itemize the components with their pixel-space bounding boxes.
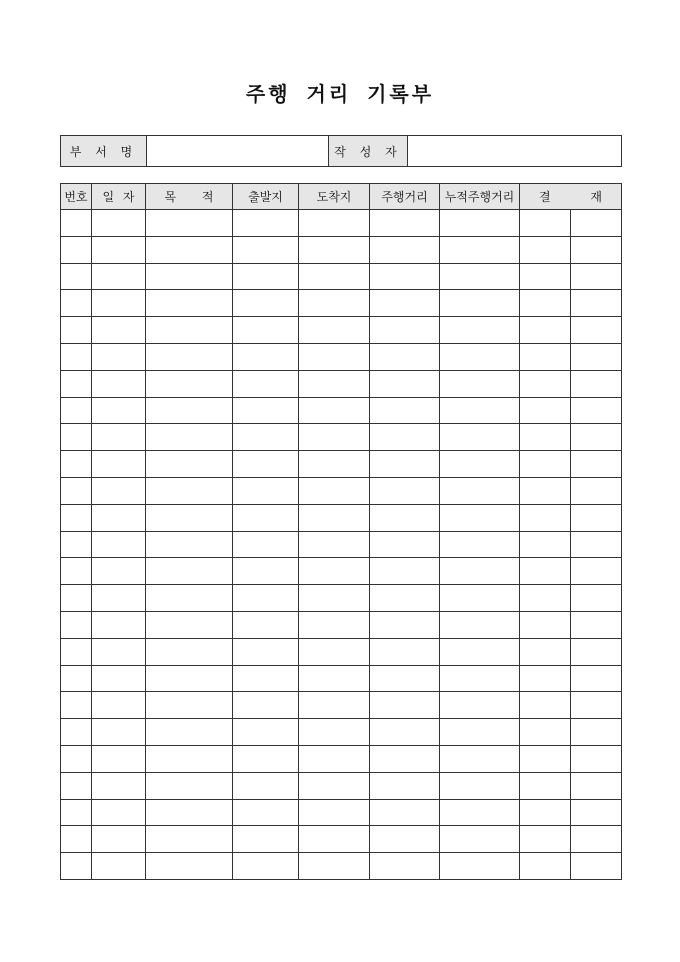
- cell-no[interactable]: [61, 558, 92, 585]
- cell-departure[interactable]: [233, 853, 299, 880]
- table-row: [61, 638, 622, 665]
- cell-approval-2[interactable]: [571, 397, 622, 424]
- cell-approval-1[interactable]: [520, 504, 571, 531]
- cell-approval-1[interactable]: [520, 719, 571, 746]
- cell-date[interactable]: [92, 799, 146, 826]
- cell-purpose[interactable]: [146, 665, 233, 692]
- cell-purpose[interactable]: [146, 290, 233, 317]
- table-row: [61, 263, 622, 290]
- cell-arrival[interactable]: [299, 290, 370, 317]
- cell-approval-1[interactable]: [520, 236, 571, 263]
- cell-distance[interactable]: [370, 853, 440, 880]
- cell-departure[interactable]: [233, 370, 299, 397]
- cell-approval-2[interactable]: [571, 638, 622, 665]
- cell-no[interactable]: [61, 772, 92, 799]
- cell-departure[interactable]: [233, 692, 299, 719]
- cell-purpose[interactable]: [146, 477, 233, 504]
- table-row: [61, 799, 622, 826]
- cell-approval-1[interactable]: [520, 585, 571, 612]
- cell-purpose[interactable]: [146, 799, 233, 826]
- cell-arrival[interactable]: [299, 397, 370, 424]
- cell-no[interactable]: [61, 477, 92, 504]
- table-row: [61, 236, 622, 263]
- cell-approval-1[interactable]: [520, 611, 571, 638]
- cell-cumulative[interactable]: [440, 826, 520, 853]
- cell-date[interactable]: [92, 451, 146, 478]
- cell-departure[interactable]: [233, 504, 299, 531]
- cell-distance[interactable]: [370, 317, 440, 344]
- cell-no[interactable]: [61, 638, 92, 665]
- cell-departure[interactable]: [233, 397, 299, 424]
- cell-departure[interactable]: [233, 745, 299, 772]
- cell-no[interactable]: [61, 531, 92, 558]
- table-row: [61, 558, 622, 585]
- cell-departure[interactable]: [233, 585, 299, 612]
- cell-arrival[interactable]: [299, 424, 370, 451]
- cell-approval-2[interactable]: [571, 558, 622, 585]
- table-row: [61, 826, 622, 853]
- cell-no[interactable]: [61, 665, 92, 692]
- cell-date[interactable]: [92, 558, 146, 585]
- cell-departure[interactable]: [233, 772, 299, 799]
- cell-cumulative[interactable]: [440, 504, 520, 531]
- cell-arrival[interactable]: [299, 692, 370, 719]
- cell-arrival[interactable]: [299, 826, 370, 853]
- cell-date[interactable]: [92, 504, 146, 531]
- cell-approval-1[interactable]: [520, 397, 571, 424]
- table-row: [61, 451, 622, 478]
- cell-distance[interactable]: [370, 772, 440, 799]
- cell-departure[interactable]: [233, 451, 299, 478]
- cell-arrival[interactable]: [299, 477, 370, 504]
- cell-approval-2[interactable]: [571, 772, 622, 799]
- cell-approval-2[interactable]: [571, 451, 622, 478]
- cell-cumulative[interactable]: [440, 772, 520, 799]
- cell-purpose[interactable]: [146, 638, 233, 665]
- cell-arrival[interactable]: [299, 263, 370, 290]
- cell-approval-2[interactable]: [571, 317, 622, 344]
- cell-distance[interactable]: [370, 343, 440, 370]
- table-row: [61, 504, 622, 531]
- cell-cumulative[interactable]: [440, 263, 520, 290]
- cell-date[interactable]: [92, 853, 146, 880]
- cell-purpose[interactable]: [146, 370, 233, 397]
- cell-cumulative[interactable]: [440, 477, 520, 504]
- cell-no[interactable]: [61, 424, 92, 451]
- cell-cumulative[interactable]: [440, 290, 520, 317]
- cell-departure[interactable]: [233, 290, 299, 317]
- cell-no[interactable]: [61, 290, 92, 317]
- cell-date[interactable]: [92, 397, 146, 424]
- cell-arrival[interactable]: [299, 317, 370, 344]
- col-header-cumulative: 누적주행거리: [440, 184, 520, 210]
- cell-departure[interactable]: [233, 665, 299, 692]
- cell-cumulative[interactable]: [440, 719, 520, 746]
- cell-date[interactable]: [92, 826, 146, 853]
- cell-approval-1[interactable]: [520, 799, 571, 826]
- cell-departure[interactable]: [233, 611, 299, 638]
- cell-cumulative[interactable]: [440, 370, 520, 397]
- cell-approval-2[interactable]: [571, 504, 622, 531]
- cell-no[interactable]: [61, 799, 92, 826]
- cell-departure[interactable]: [233, 531, 299, 558]
- cell-distance[interactable]: [370, 397, 440, 424]
- cell-approval-2[interactable]: [571, 370, 622, 397]
- cell-purpose[interactable]: [146, 772, 233, 799]
- table-row: [61, 745, 622, 772]
- cell-cumulative[interactable]: [440, 343, 520, 370]
- cell-approval-1[interactable]: [520, 210, 571, 237]
- cell-distance[interactable]: [370, 424, 440, 451]
- cell-no[interactable]: [61, 397, 92, 424]
- cell-purpose[interactable]: [146, 531, 233, 558]
- cell-purpose[interactable]: [146, 853, 233, 880]
- cell-distance[interactable]: [370, 665, 440, 692]
- cell-date[interactable]: [92, 263, 146, 290]
- dept-field[interactable]: [147, 136, 329, 167]
- cell-cumulative[interactable]: [440, 638, 520, 665]
- cell-departure[interactable]: [233, 638, 299, 665]
- cell-cumulative[interactable]: [440, 397, 520, 424]
- cell-cumulative[interactable]: [440, 236, 520, 263]
- table-row: [61, 290, 622, 317]
- cell-date[interactable]: [92, 772, 146, 799]
- cell-approval-2[interactable]: [571, 477, 622, 504]
- cell-departure[interactable]: [233, 558, 299, 585]
- cell-arrival[interactable]: [299, 236, 370, 263]
- cell-date[interactable]: [92, 585, 146, 612]
- cell-approval-2[interactable]: [571, 853, 622, 880]
- cell-purpose[interactable]: [146, 504, 233, 531]
- cell-approval-2[interactable]: [571, 424, 622, 451]
- page-title: 주행 거리 기록부: [245, 82, 435, 106]
- cell-arrival[interactable]: [299, 370, 370, 397]
- table-row: [61, 397, 622, 424]
- cell-departure[interactable]: [233, 799, 299, 826]
- cell-purpose[interactable]: [146, 343, 233, 370]
- cell-cumulative[interactable]: [440, 611, 520, 638]
- cell-departure[interactable]: [233, 236, 299, 263]
- cell-arrival[interactable]: [299, 210, 370, 237]
- table-row: [61, 611, 622, 638]
- col-header-no: 번호: [61, 184, 92, 210]
- cell-approval-1[interactable]: [520, 290, 571, 317]
- cell-no[interactable]: [61, 236, 92, 263]
- cell-purpose[interactable]: [146, 424, 233, 451]
- cell-purpose[interactable]: [146, 611, 233, 638]
- cell-approval-1[interactable]: [520, 772, 571, 799]
- cell-no[interactable]: [61, 504, 92, 531]
- cell-arrival[interactable]: [299, 853, 370, 880]
- cell-arrival[interactable]: [299, 665, 370, 692]
- col-header-date: 일 자: [92, 184, 146, 210]
- cell-approval-1[interactable]: [520, 317, 571, 344]
- cell-date[interactable]: [92, 692, 146, 719]
- cell-approval-1[interactable]: [520, 424, 571, 451]
- cell-approval-1[interactable]: [520, 558, 571, 585]
- dept-label: 부 서 명: [61, 136, 147, 167]
- cell-no[interactable]: [61, 370, 92, 397]
- cell-cumulative[interactable]: [440, 424, 520, 451]
- author-label: 작 성 자: [329, 136, 408, 167]
- cell-distance[interactable]: [370, 558, 440, 585]
- cell-distance[interactable]: [370, 611, 440, 638]
- cell-cumulative[interactable]: [440, 585, 520, 612]
- cell-approval-2[interactable]: [571, 343, 622, 370]
- cell-approval-2[interactable]: [571, 210, 622, 237]
- cell-arrival[interactable]: [299, 585, 370, 612]
- cell-approval-2[interactable]: [571, 236, 622, 263]
- cell-purpose[interactable]: [146, 558, 233, 585]
- cell-approval-1[interactable]: [520, 343, 571, 370]
- cell-cumulative[interactable]: [440, 317, 520, 344]
- table-row: [61, 772, 622, 799]
- table-row: [61, 343, 622, 370]
- table-row: [61, 692, 622, 719]
- table-row: [61, 853, 622, 880]
- cell-departure[interactable]: [233, 424, 299, 451]
- cell-approval-2[interactable]: [571, 531, 622, 558]
- cell-arrival[interactable]: [299, 799, 370, 826]
- log-body: [61, 210, 622, 880]
- cell-purpose[interactable]: [146, 451, 233, 478]
- cell-no[interactable]: [61, 451, 92, 478]
- col-header-purpose: 목 적: [146, 184, 233, 210]
- cell-cumulative[interactable]: [440, 692, 520, 719]
- cell-distance[interactable]: [370, 504, 440, 531]
- cell-no[interactable]: [61, 692, 92, 719]
- cell-no[interactable]: [61, 853, 92, 880]
- cell-arrival[interactable]: [299, 772, 370, 799]
- cell-arrival[interactable]: [299, 504, 370, 531]
- cell-arrival[interactable]: [299, 558, 370, 585]
- cell-purpose[interactable]: [146, 236, 233, 263]
- cell-departure[interactable]: [233, 719, 299, 746]
- table-row: [61, 665, 622, 692]
- cell-cumulative[interactable]: [440, 745, 520, 772]
- cell-date[interactable]: [92, 665, 146, 692]
- cell-departure[interactable]: [233, 210, 299, 237]
- cell-distance[interactable]: [370, 210, 440, 237]
- cell-cumulative[interactable]: [440, 853, 520, 880]
- info-row: [61, 136, 622, 167]
- cell-departure[interactable]: [233, 826, 299, 853]
- cell-distance[interactable]: [370, 585, 440, 612]
- cell-arrival[interactable]: [299, 531, 370, 558]
- cell-arrival[interactable]: [299, 611, 370, 638]
- cell-approval-2[interactable]: [571, 719, 622, 746]
- cell-date[interactable]: [92, 343, 146, 370]
- cell-approval-1[interactable]: [520, 531, 571, 558]
- cell-date[interactable]: [92, 236, 146, 263]
- cell-date[interactable]: [92, 210, 146, 237]
- cell-date[interactable]: [92, 370, 146, 397]
- author-field[interactable]: [408, 136, 622, 167]
- cell-approval-2[interactable]: [571, 263, 622, 290]
- cell-approval-1[interactable]: [520, 692, 571, 719]
- cell-departure[interactable]: [233, 263, 299, 290]
- table-row: [61, 370, 622, 397]
- cell-purpose[interactable]: [146, 397, 233, 424]
- cell-distance[interactable]: [370, 477, 440, 504]
- cell-no[interactable]: [61, 343, 92, 370]
- cell-approval-1[interactable]: [520, 638, 571, 665]
- cell-distance[interactable]: [370, 236, 440, 263]
- cell-cumulative[interactable]: [440, 531, 520, 558]
- cell-distance[interactable]: [370, 799, 440, 826]
- cell-purpose[interactable]: [146, 317, 233, 344]
- cell-approval-2[interactable]: [571, 826, 622, 853]
- mileage-log-table: [60, 183, 622, 880]
- cell-approval-2[interactable]: [571, 611, 622, 638]
- cell-no[interactable]: [61, 210, 92, 237]
- cell-arrival[interactable]: [299, 719, 370, 746]
- cell-purpose[interactable]: [146, 745, 233, 772]
- cell-approval-1[interactable]: [520, 477, 571, 504]
- cell-date[interactable]: [92, 638, 146, 665]
- cell-approval-2[interactable]: [571, 799, 622, 826]
- cell-purpose[interactable]: [146, 263, 233, 290]
- cell-no[interactable]: [61, 317, 92, 344]
- cell-distance[interactable]: [370, 745, 440, 772]
- col-header-arrival: 도착지: [299, 184, 370, 210]
- cell-no[interactable]: [61, 745, 92, 772]
- cell-cumulative[interactable]: [440, 451, 520, 478]
- cell-distance[interactable]: [370, 826, 440, 853]
- table-row: [61, 210, 622, 237]
- cell-no[interactable]: [61, 826, 92, 853]
- cell-date[interactable]: [92, 611, 146, 638]
- cell-no[interactable]: [61, 719, 92, 746]
- cell-date[interactable]: [92, 477, 146, 504]
- cell-distance[interactable]: [370, 370, 440, 397]
- cell-arrival[interactable]: [299, 451, 370, 478]
- cell-approval-1[interactable]: [520, 826, 571, 853]
- table-row: [61, 585, 622, 612]
- cell-distance[interactable]: [370, 638, 440, 665]
- cell-approval-2[interactable]: [571, 692, 622, 719]
- cell-departure[interactable]: [233, 343, 299, 370]
- cell-no[interactable]: [61, 585, 92, 612]
- cell-purpose[interactable]: [146, 210, 233, 237]
- cell-date[interactable]: [92, 424, 146, 451]
- col-header-departure: 출발지: [233, 184, 299, 210]
- col-header-distance: 주행거리: [370, 184, 440, 210]
- cell-cumulative[interactable]: [440, 210, 520, 237]
- cell-departure[interactable]: [233, 477, 299, 504]
- table-row: [61, 531, 622, 558]
- cell-purpose[interactable]: [146, 585, 233, 612]
- cell-distance[interactable]: [370, 263, 440, 290]
- table-row: [61, 477, 622, 504]
- col-header-approval: 결 재: [520, 184, 622, 210]
- cell-distance[interactable]: [370, 531, 440, 558]
- cell-purpose[interactable]: [146, 719, 233, 746]
- cell-date[interactable]: [92, 317, 146, 344]
- cell-date[interactable]: [92, 531, 146, 558]
- table-row: [61, 317, 622, 344]
- cell-approval-1[interactable]: [520, 451, 571, 478]
- cell-cumulative[interactable]: [440, 665, 520, 692]
- cell-arrival[interactable]: [299, 343, 370, 370]
- cell-date[interactable]: [92, 290, 146, 317]
- cell-date[interactable]: [92, 745, 146, 772]
- table-row: [61, 424, 622, 451]
- cell-distance[interactable]: [370, 692, 440, 719]
- cell-arrival[interactable]: [299, 638, 370, 665]
- cell-approval-1[interactable]: [520, 370, 571, 397]
- cell-arrival[interactable]: [299, 745, 370, 772]
- cell-approval-2[interactable]: [571, 290, 622, 317]
- info-table: [60, 135, 622, 167]
- cell-distance[interactable]: [370, 290, 440, 317]
- cell-distance[interactable]: [370, 719, 440, 746]
- cell-cumulative[interactable]: [440, 558, 520, 585]
- cell-approval-1[interactable]: [520, 665, 571, 692]
- cell-purpose[interactable]: [146, 692, 233, 719]
- table-row: [61, 719, 622, 746]
- header-row: [61, 184, 622, 210]
- cell-approval-1[interactable]: [520, 263, 571, 290]
- cell-approval-1[interactable]: [520, 853, 571, 880]
- cell-purpose[interactable]: [146, 826, 233, 853]
- cell-departure[interactable]: [233, 317, 299, 344]
- cell-no[interactable]: [61, 263, 92, 290]
- cell-approval-2[interactable]: [571, 585, 622, 612]
- cell-cumulative[interactable]: [440, 799, 520, 826]
- cell-approval-2[interactable]: [571, 665, 622, 692]
- cell-approval-1[interactable]: [520, 745, 571, 772]
- cell-no[interactable]: [61, 611, 92, 638]
- cell-date[interactable]: [92, 719, 146, 746]
- cell-approval-2[interactable]: [571, 745, 622, 772]
- cell-distance[interactable]: [370, 451, 440, 478]
